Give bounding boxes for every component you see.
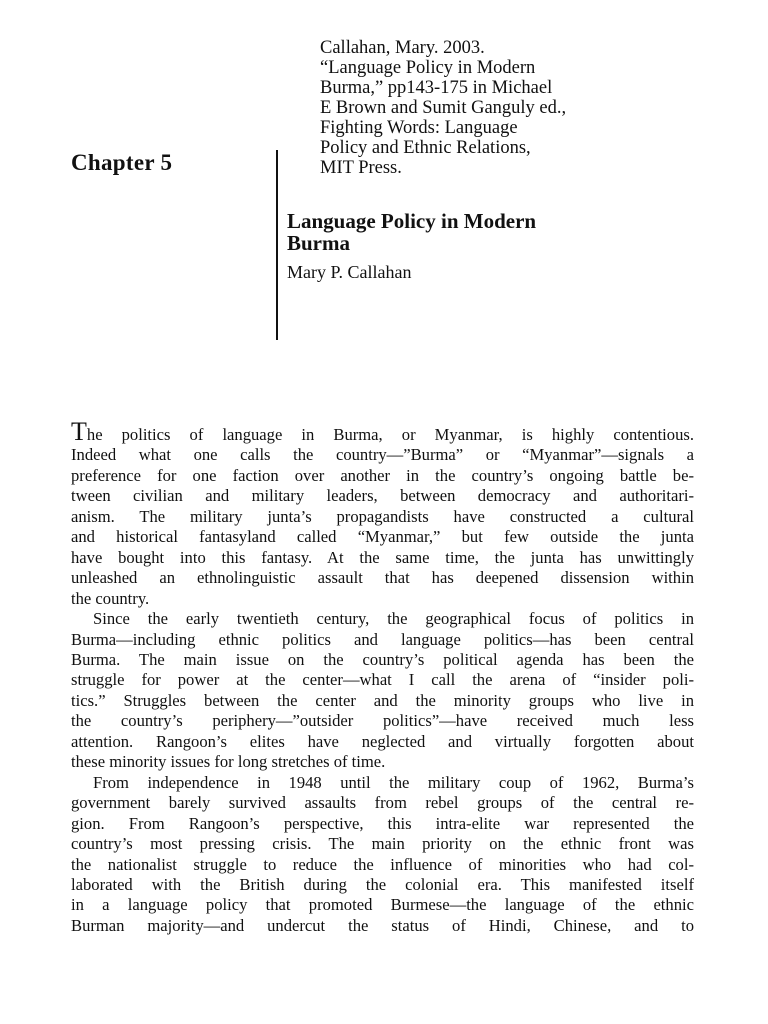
citation-line: MIT Press. (320, 158, 402, 178)
citation-line: Burma,” pp143-175 in Michael (320, 78, 553, 98)
chapter-title (287, 210, 667, 254)
text-line: gion. From Rangoon’s perspective, this intra-elite war represented the (71, 813, 694, 833)
drop-cap: T (71, 417, 87, 446)
text-line: unleashed an ethnolinguistic assault that has deepened dissension within (71, 568, 694, 588)
text-line: Since the early twentieth century, the geographical focus of politics in (93, 609, 694, 629)
vertical-divider (276, 150, 278, 340)
chapter-author: Mary P. Callahan (287, 262, 412, 282)
text-line (71, 417, 694, 446)
text-line: From independence in 1948 until the military coup of 1962, Burma’s (93, 772, 694, 792)
text-line: struggle for power at the center—what I call the arena of “insider poli- (71, 670, 694, 690)
text-line: Indeed what one calls the country—”Burma” or “Myanmar”—signals a (71, 445, 694, 465)
citation-note (320, 38, 650, 178)
text-line: the nationalist struggle to reduce the influence of minorities who had col- (71, 854, 694, 874)
citation-line: Callahan, Mary. 2003. (320, 38, 485, 58)
text-line: tics.” Struggles between the center and the minority groups who live in (71, 690, 694, 710)
text-line: have bought into this fantasy. At the same time, the junta has unwittingly (71, 547, 694, 567)
paragraph-1 (71, 417, 694, 609)
text-line: in a language policy that promoted Burmese—the language of the ethnic (71, 895, 694, 915)
text-line: tween civilian and military leaders, between democracy and authoritari- (71, 486, 694, 506)
paragraph-3 (71, 773, 694, 937)
citation-line: Fighting Words: Language (320, 118, 518, 138)
text-line: Burma—including ethnic politics and language politics—has been central (71, 629, 694, 649)
text-line: these minority issues for long stretches of time. (71, 752, 386, 772)
citation-line: Policy and Ethnic Relations, (320, 138, 531, 158)
text-line: Burma. The main issue on the country’s political agenda has been the (71, 649, 694, 669)
text-line: Burman majority—and undercut the status of Hindi, Chinese, and to (71, 915, 694, 935)
citation-line: E Brown and Sumit Ganguly ed., (320, 98, 567, 118)
text-line: the country. (71, 588, 150, 608)
chapter-label: Chapter 5 (71, 150, 173, 175)
text-line: the country’s periphery—”outsider politics”—have received much less (71, 711, 694, 731)
text-line: country’s most pressing crisis. The main priority on the ethnic front was (71, 834, 694, 854)
citation-line: “Language Policy in Modern (320, 58, 536, 78)
paragraph-2 (71, 609, 694, 773)
text-line: preference for one faction over another in the country’s ongoing battle be- (71, 465, 694, 485)
text-line: laborated with the British during the colonial era. This manifested itself (71, 874, 694, 894)
text-line: attention. Rangoon’s elites have neglected and virtually forgotten about (71, 731, 694, 751)
text-line: anism. The military junta’s propagandists have constructed a cultural (71, 506, 694, 526)
text-line: and historical fantasyland called “Myanmar,” but few outside the junta (71, 527, 694, 547)
text-line: government barely survived assaults from rebel groups of the central re- (71, 793, 694, 813)
body-text (71, 417, 694, 936)
chapter-title-line: Burma (287, 231, 350, 255)
text-line-content: he politics of language in Burma, or Myanmar, is highly contentious. (86, 425, 694, 444)
chapter-title-line: Language Policy in Modern (287, 209, 537, 233)
